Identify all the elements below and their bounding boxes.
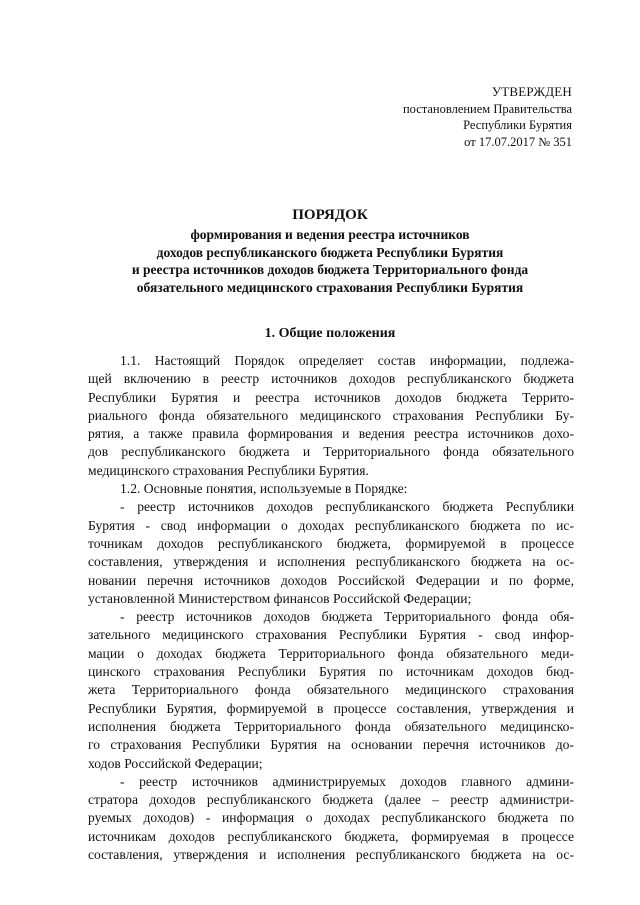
paragraph-line: жета Территориального фонда обязательного медицинского страхования (88, 682, 574, 698)
paragraph (88, 352, 574, 480)
title-line: формирования и ведения реестра источников (190, 227, 470, 242)
paragraph-line: зательного медицинского страхования Республики Бурятия - свод инфор- (88, 627, 574, 643)
approval-word: УТВЕРЖДЕН (491, 84, 572, 99)
paragraph-line: го страхования Республики Бурятия на основании перечня источников до- (88, 737, 574, 753)
paragraph-line: рятия, а также правила формирования и ведения реестра источников дохо- (88, 426, 574, 442)
paragraph-line: точникам доходов республиканского бюджета, формируемой в процессе (88, 535, 574, 551)
title-line: доходов республиканского бюджета Республики Бурятия (156, 244, 504, 260)
title-main: ПОРЯДОК (292, 207, 368, 223)
section-heading: 1. Общие положения (264, 326, 396, 341)
body-text (88, 352, 574, 864)
paragraph-line: 1.2. Основные понятия, используемые в Порядке: (120, 481, 408, 497)
paragraph-line: установленной Министерством финансов Российской Федерации; (88, 590, 472, 606)
paragraph-line: щей включению в реестр источников доходов республиканского бюджета (88, 371, 574, 387)
paragraph-line: исполнения бюджета Территориального фонда обязательного медицинско- (88, 718, 574, 734)
paragraph (88, 498, 574, 608)
paragraph-line: медицинского страхования Республики Бурятия. (88, 462, 369, 478)
paragraph-line: - реестр источников администрируемых доходов главного админи- (120, 773, 574, 789)
paragraph-line: Республики Бурятия и реестра источников доходов бюджета Террито- (88, 389, 574, 405)
paragraph-line: стратора доходов республиканского бюджета (далее – реестр администри- (88, 792, 574, 808)
approval-line-3: от 17.07.2017 № 351 (464, 134, 572, 149)
approval-line-1: постановлением Правительства (402, 101, 572, 116)
paragraph-line: - реестр источников доходов бюджета Территориального фонда обя- (120, 609, 574, 625)
paragraph-line: - реестр источников доходов республиканского бюджета Республики (120, 499, 574, 515)
paragraph-line: риального фонда обязательного медицинского страхования Республики Бу- (88, 407, 574, 423)
document-title (70, 206, 590, 296)
approval-stamp (403, 84, 572, 150)
title-line: и реестра источников доходов бюджета Территориального фонда (131, 262, 529, 277)
paragraph-line: руемых доходов) - информация о доходах республиканского бюджета по (88, 810, 574, 826)
paragraph-line: источникам доходов республиканского бюджета, формируемая в процессе (88, 828, 574, 844)
paragraph-line: составления, утверждения и исполнения республиканского бюджета на ос- (88, 847, 574, 863)
paragraph-line: 1.1. Настоящий Порядок определяет состав информации, подлежа- (120, 353, 574, 368)
title-line: обязательного медицинского страхования Республики Бурятия (136, 279, 524, 295)
paragraph-line: цинского страхования Республики Бурятия по источникам доходов бюд- (88, 664, 574, 680)
approval-line-2: Республики Бурятия (463, 118, 572, 132)
paragraph-line: дов республиканского бюджета и Территориального фонда обязательного (88, 444, 574, 460)
paragraph-line: Бурятия - свод информации о доходах республиканского бюджета по ис- (88, 517, 574, 533)
paragraph-line: Республики Бурятия, формируемой в процессе составления, утверждения и (88, 700, 574, 716)
paragraph (88, 773, 574, 864)
paragraph-line: составления, утверждения и исполнения республиканского бюджета на ос- (88, 554, 574, 570)
paragraph-line: мации о доходах бюджета Территориального фонда обязательного меди- (88, 645, 574, 661)
paragraph-line: ходов Российской Федерации; (88, 755, 263, 771)
paragraph (88, 608, 574, 773)
paragraph-line: новании перечня источников доходов Российской Федерации и по форме, (88, 572, 574, 588)
paragraph (88, 480, 574, 498)
